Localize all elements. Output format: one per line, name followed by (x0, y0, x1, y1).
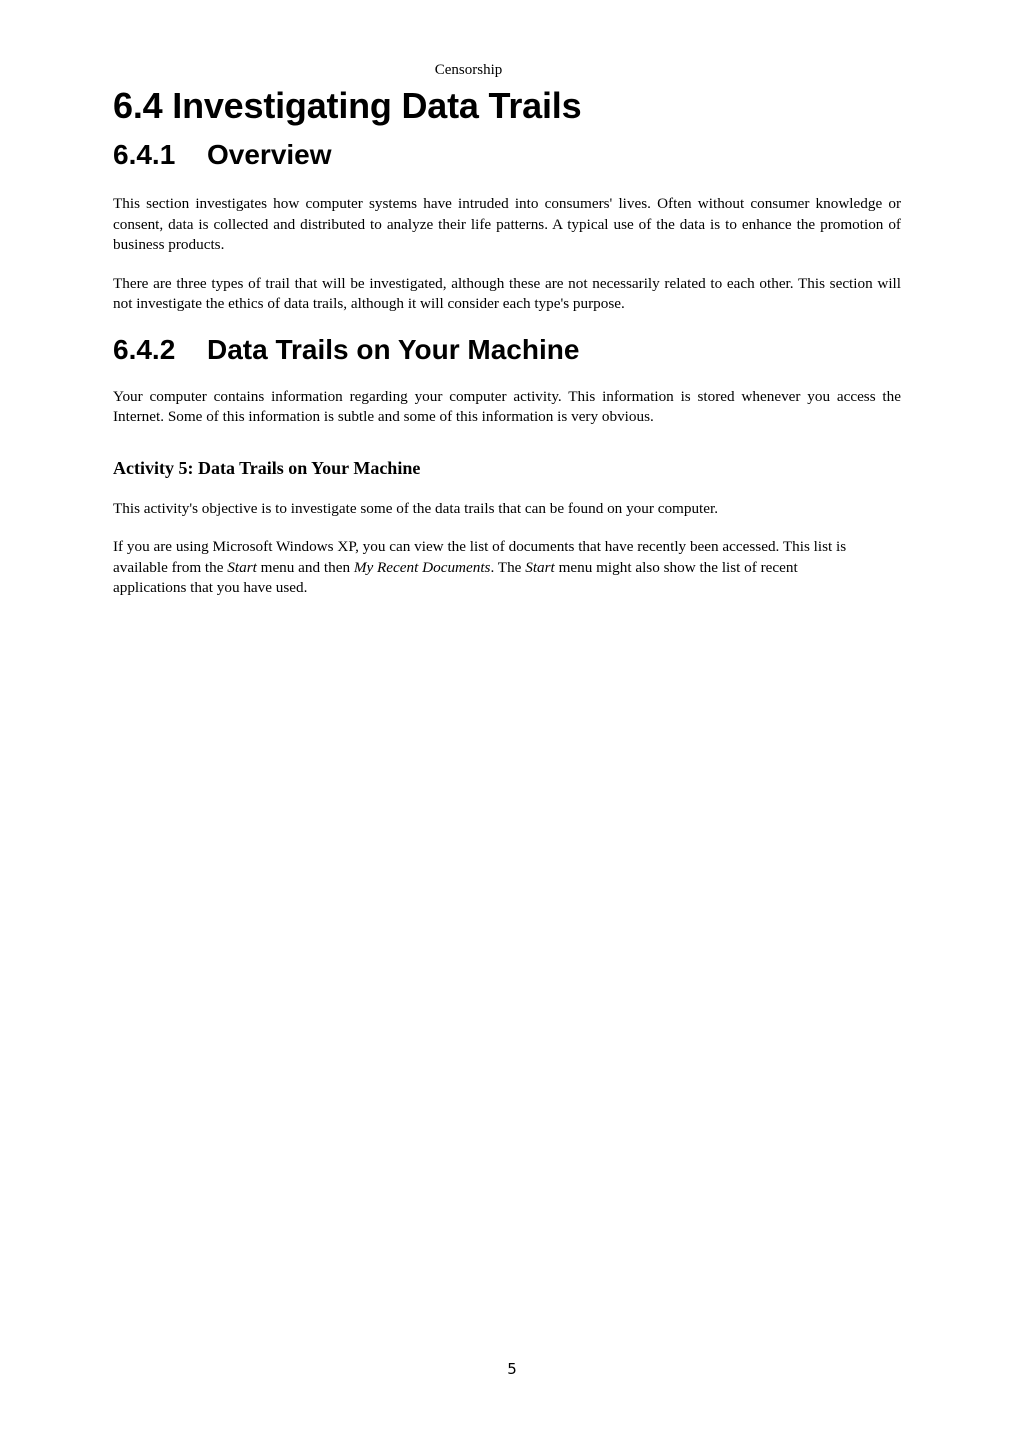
activity-objective: This activity's objective is to investigate some of the data trails that can be found on your computer. (113, 499, 719, 517)
section-number: 6.4 (113, 85, 163, 126)
subsection-title: Data Trails on Your Machine (207, 333, 580, 365)
overview-paragraph: This section investigates how computer systems have intruded into consumers' lives. Often without consumer knowledge or consent, data is collected and distributed to analyze their life patterns. A typical use of the data is to enhance the promotion of business products. (113, 195, 901, 253)
section-heading (113, 84, 901, 128)
instructions-text: If you are using Microsoft Windows XP, you can view the list of documents that have recently been accessed. This list is available from the (113, 538, 847, 576)
recent-documents-term: My Recent Documents (353, 558, 491, 576)
page-content (113, 84, 901, 599)
start-menu-term: Start (525, 558, 555, 576)
section-title: Investigating Data Trails (172, 85, 582, 126)
subsection-heading-overview (113, 138, 901, 172)
subsection-number: 6.4.2 (113, 333, 176, 365)
data-trails-paragraph: Your computer contains information regarding your computer activity. This information is stored whenever you access the Internet. Some of this information is subtle and some of this information is very obvious. (113, 387, 901, 425)
instructions-text: . The (490, 558, 526, 576)
activity-instructions (113, 537, 873, 599)
activity-heading: Activity 5: Data Trails on Your Machine (113, 457, 421, 478)
running-header: Censorship (434, 62, 503, 78)
subsection-number: 6.4.1 (113, 139, 176, 170)
subsection-title: Overview (207, 139, 332, 170)
start-menu-term: Start (227, 558, 257, 576)
instructions-text: menu and then (256, 558, 354, 576)
instructions-text: menu might also show the list of recent applications that you have used. (113, 558, 798, 596)
overview-paragraph: There are three types of trail that will be investigated, although these are not necessarily related to each other. This section will not investigate the ethics of data trails, although it will consider each type's purpose. (113, 274, 901, 312)
page-number: 5 (507, 1360, 517, 1378)
subsection-heading-data-trails (113, 333, 901, 367)
